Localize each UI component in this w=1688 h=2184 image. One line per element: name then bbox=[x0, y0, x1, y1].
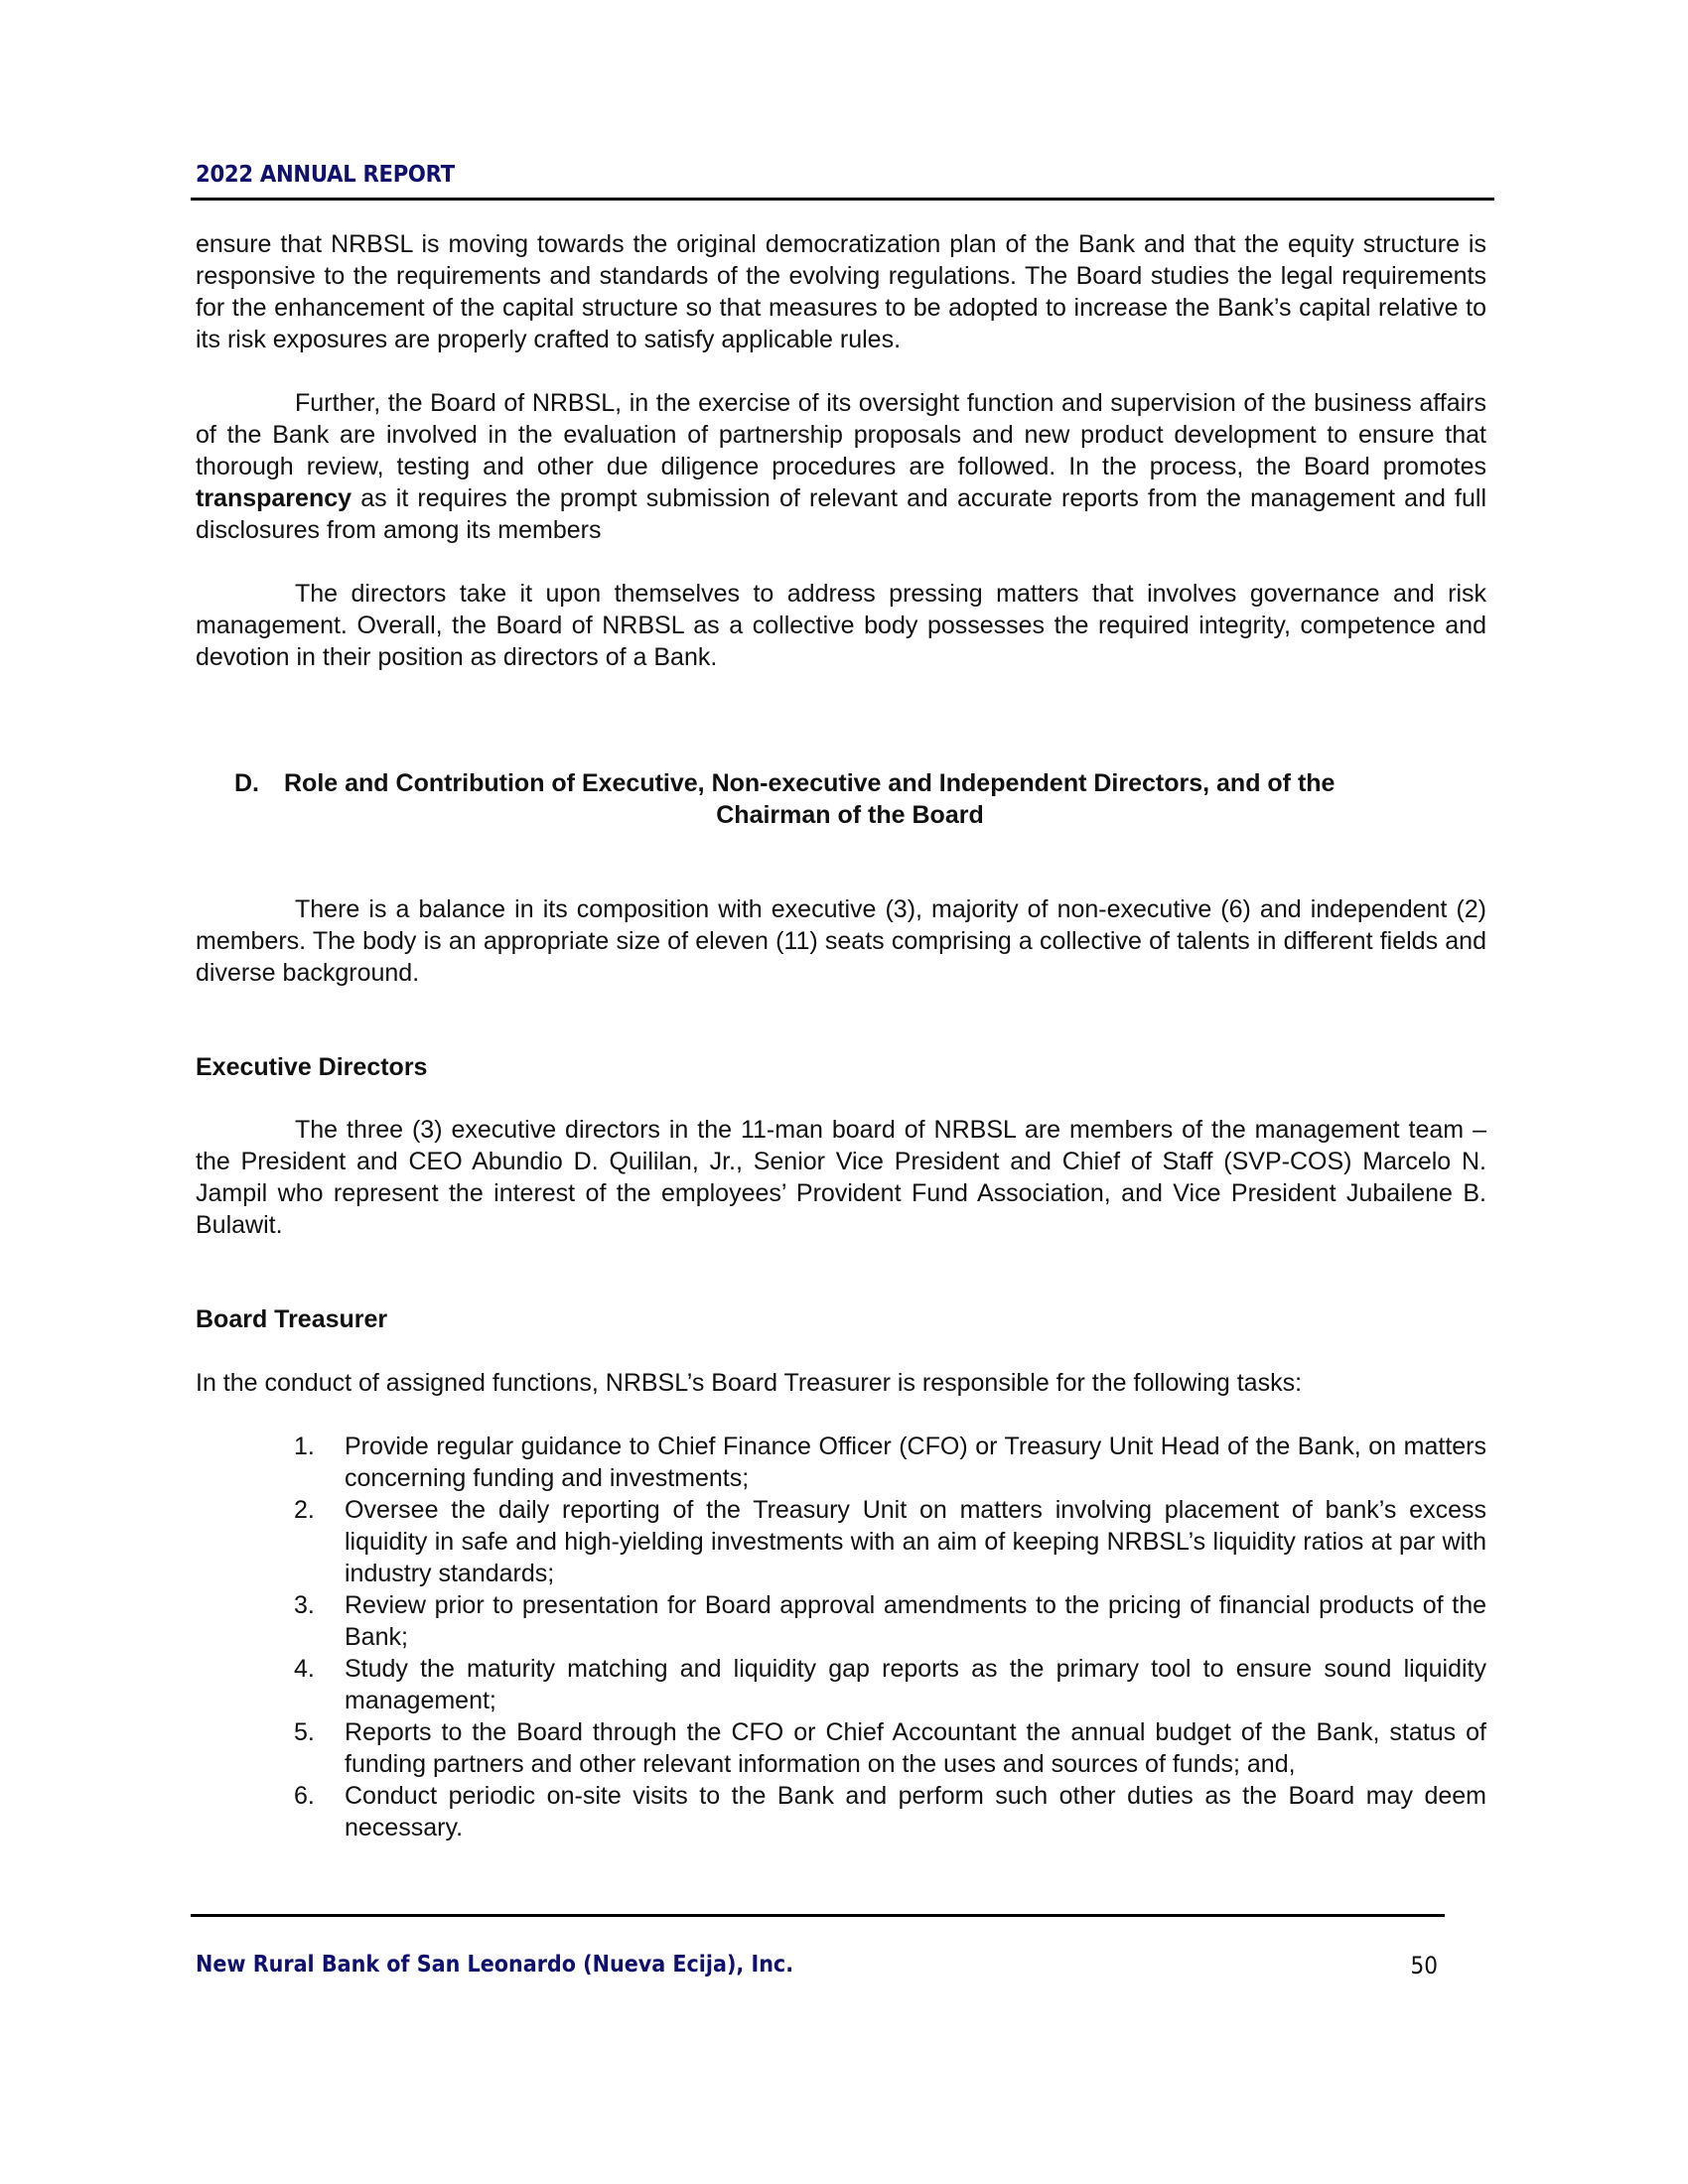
emphasis-transparency: transparency bbox=[196, 484, 352, 512]
section-title-line-1: Role and Contribution of Executive, Non-executive and Independent Directors, and of the bbox=[284, 769, 1336, 797]
paragraph-executive-directors: The three (3) executive directors in the 11-man board of NRBSL are members of the management team – the President and CEO Abundio D. Quililan, Jr., Senior Vice President and Chief of Staff (SVP-COS) Marcelo N. Jampil who represent the interest of the employees’ Provident Fund Association, and Vice President Jubailene B. Bulawit. bbox=[196, 1116, 1486, 1239]
list-number: 1. bbox=[294, 1433, 315, 1460]
list-text: Review prior to presentation for Board approval amendments to the pricing of financial products of the Bank; bbox=[345, 1591, 1486, 1651]
paragraph-board-composition: There is a balance in its composition with executive (3), majority of non-executive (6) and independent (2) members. The body is an appropriate size of eleven (11) seats comprising a collective of talents in different fields and diverse background. bbox=[196, 895, 1486, 987]
report-header-title: 2022 ANNUAL REPORT bbox=[196, 162, 455, 188]
list-text: Study the maturity matching and liquidity gap reports as the primary tool to ensure sound liquidity management; bbox=[345, 1655, 1486, 1714]
list-text: Reports to the Board through the CFO or Chief Accountant the annual budget of the Bank, status of funding partners and other relevant information on the uses and sources of funds; and, bbox=[345, 1718, 1486, 1778]
footer-organization-name: New Rural Bank of San Leonardo (Nueva Ecija), Inc. bbox=[196, 1952, 794, 1978]
list-item bbox=[294, 1653, 1486, 1716]
paragraph-oversight-text-1: Further, the Board of NRBSL, in the exercise of its oversight function and supervision of the business affairs of the Bank are involved in the evaluation of partnership proposals and new product development to ensure that thorough review, testing and other due diligence procedures are followed. In the process, the Board promotes bbox=[196, 389, 1486, 480]
list-text: Provide regular guidance to Chief Finance Officer (CFO) or Treasury Unit Head of the Bank, on matters concerning funding and investments; bbox=[345, 1433, 1486, 1492]
paragraph-oversight-text-2: as it requires the prompt submission of relevant and accurate reports from the management and full disclosures from among its members bbox=[196, 484, 1486, 544]
list-item bbox=[294, 1780, 1486, 1843]
footer-divider bbox=[191, 1914, 1445, 1917]
list-number: 6. bbox=[294, 1782, 315, 1810]
list-item bbox=[294, 1431, 1486, 1494]
list-item bbox=[294, 1716, 1486, 1780]
treasurer-task-list bbox=[294, 1431, 1486, 1843]
list-number: 4. bbox=[294, 1655, 315, 1683]
list-text: Oversee the daily reporting of the Treasury Unit on matters involving placement of bank’s excess liquidity in safe and high-yielding investments with an aim of keeping NRBSL’s liquidity ratios at par with industry standards; bbox=[345, 1496, 1486, 1587]
paragraph-treasurer-intro: In the conduct of assigned functions, NRBSL’s Board Treasurer is responsible for the following tasks: bbox=[196, 1369, 1303, 1397]
list-text: Conduct periodic on-site visits to the Bank and perform such other duties as the Board may deem necessary. bbox=[345, 1782, 1486, 1842]
header-divider bbox=[191, 198, 1494, 201]
list-number: 3. bbox=[294, 1591, 315, 1619]
subheading-board-treasurer: Board Treasurer bbox=[196, 1305, 388, 1333]
paragraph-directors-governance: The directors take it upon themselves to address pressing matters that involves governance and risk management. Overall, the Board of NRBSL as a collective body possesses the required integrity, competence and devotion in their position as directors of a Bank. bbox=[196, 580, 1486, 671]
list-number: 5. bbox=[294, 1718, 315, 1746]
list-item bbox=[294, 1494, 1486, 1589]
paragraph-equity-structure: ensure that NRBSL is moving towards the original democratization plan of the Bank and that the equity structure is responsive to the requirements and standards of the evolving regulations. The Board studies the legal requirements for the enhancement of the capital structure so that measures to be adopted to increase the Bank’s capital relative to its risk exposures are properly crafted to satisfy applicable rules. bbox=[196, 230, 1486, 353]
section-heading bbox=[234, 767, 1466, 831]
list-number: 2. bbox=[294, 1496, 315, 1524]
paragraph-oversight bbox=[196, 387, 1486, 546]
list-item bbox=[294, 1589, 1486, 1653]
section-title-line-2: Chairman of the Board bbox=[716, 801, 984, 829]
subheading-executive-directors: Executive Directors bbox=[196, 1053, 428, 1081]
page-number: 50 bbox=[1410, 1952, 1438, 1979]
section-letter: D. bbox=[234, 769, 259, 797]
